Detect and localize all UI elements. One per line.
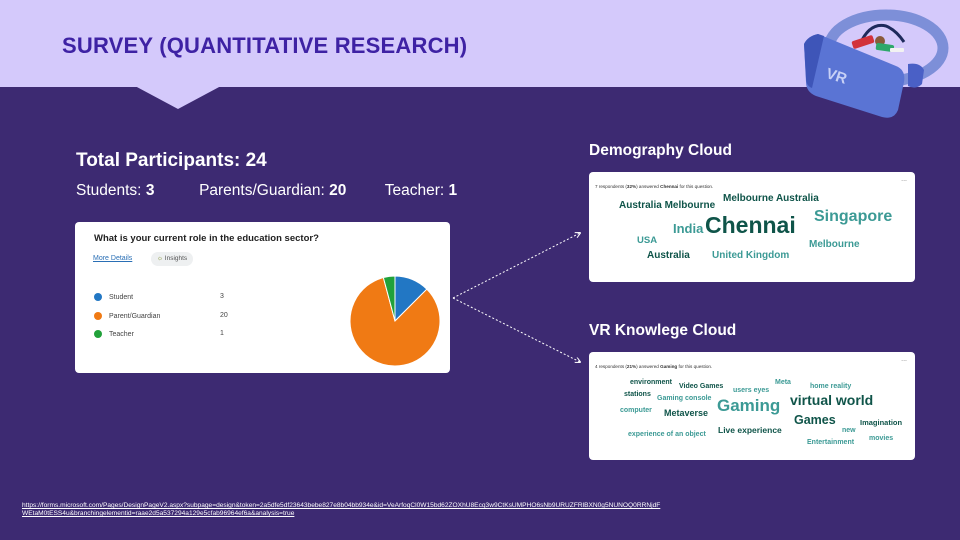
legend-count-parent: 20 <box>220 312 228 319</box>
word-stations: stations <box>624 391 651 398</box>
question-title: What is your current role in the education sector? <box>94 233 319 244</box>
legend-count-student: 3 <box>220 293 224 300</box>
page-title: SURVEY (QUANTITATIVE RESEARCH) <box>62 33 468 58</box>
vr-response-summary: 4 respondents (21%) answered Gaming for this question. <box>595 364 713 369</box>
word-users-eyes: users eyes <box>733 387 770 394</box>
word-gaming: Gaming <box>717 396 781 415</box>
lightbulb-icon: ☼ <box>157 255 163 262</box>
teacher-label: Teacher: <box>384 182 445 199</box>
word-india: India <box>673 221 704 236</box>
role-pie-chart <box>348 274 442 368</box>
demography-heading: Demography Cloud <box>589 142 732 159</box>
word-melbourne-australia: Melbourne Australia <box>723 193 819 204</box>
more-options-icon[interactable]: ... <box>901 176 907 183</box>
word-movies: movies <box>869 435 894 442</box>
word-home-reality: home reality <box>810 383 852 390</box>
role-question-card <box>75 222 450 373</box>
legend-item-parent <box>94 312 228 320</box>
word-experience-of-an-object: experience of an object <box>628 431 706 438</box>
vr-knowledge-cloud-card <box>589 352 915 460</box>
banner-notch <box>135 86 221 109</box>
word-united-kingdom: United Kingdom <box>712 250 790 261</box>
students-value: 3 <box>145 182 155 199</box>
word-imagination: Imagination <box>860 418 903 427</box>
insights-label: Insights <box>164 255 188 262</box>
word-melbourne: Melbourne <box>809 239 860 250</box>
legend-label-teacher: Teacher <box>109 330 134 338</box>
participant-breakdown <box>76 182 457 200</box>
more-details-link[interactable]: More Details <box>93 255 133 262</box>
word-live-experience: Live experience <box>718 425 782 435</box>
legend-label-student: Student <box>109 293 134 301</box>
legend-dot-student <box>94 293 102 301</box>
insights-button[interactable] <box>151 252 193 266</box>
word-games: Games <box>794 413 836 427</box>
word-meta: Meta <box>775 379 791 386</box>
vr-headset-illustration <box>800 4 952 122</box>
legend-dot-parent <box>94 312 102 320</box>
legend-item-student <box>94 293 224 301</box>
word-metaverse: Metaverse <box>664 408 709 418</box>
students-label: Students: <box>76 182 142 199</box>
word-australia: Australia <box>647 250 690 261</box>
word-virtual-world: virtual world <box>790 392 874 408</box>
word-environment: environment <box>630 379 673 386</box>
more-options-icon[interactable]: ... <box>901 356 907 363</box>
vr-badge: VR <box>823 65 849 88</box>
word-gaming-console: Gaming console <box>657 395 712 402</box>
demography-cloud-card <box>589 172 915 282</box>
connector-arrows <box>450 225 590 365</box>
legend-label-parent: Parent/Guardian <box>109 312 161 320</box>
word-usa: USA <box>637 235 658 246</box>
word-singapore: Singapore <box>814 208 893 225</box>
word-video-games: Video Games <box>679 383 724 390</box>
vr-knowledge-heading: VR Knowlege Cloud <box>589 322 737 339</box>
source-link[interactable]: https://forms.microsoft.com/Pages/DesignPageV2.aspx?subpage=design&token=2a5dfe5df23643bebe827e8b04bb934e&id=VeArfoqCl0W15bd62ZOXhU8Ecq3w9CtKsUMPHO6sNb9URUZFRlBXN0g5NUNOQ0RRNjdFWEtaM0tESS4u&branchingelementid=raae2d5a537294a129e5cfab96964ef6a&analysis=true <box>22 502 661 518</box>
word-computer: computer <box>620 407 652 414</box>
demography-response-summary: 7 respondents (32%) answered Chennai for this question. <box>595 184 714 189</box>
teacher-value: 1 <box>448 182 458 199</box>
total-participants: Total Participants: 24 <box>76 150 267 171</box>
parents-value: 20 <box>329 182 347 199</box>
word-entertainment: Entertainment <box>807 439 855 446</box>
word-australia-melbourne: Australia Melbourne <box>619 200 716 211</box>
legend-dot-teacher <box>94 330 102 338</box>
legend-count-teacher: 1 <box>220 330 224 337</box>
parents-label: Parents/Guardian: <box>199 182 325 199</box>
word-new: new <box>842 427 856 434</box>
legend-item-teacher <box>94 330 224 338</box>
word-chennai: Chennai <box>705 212 796 238</box>
